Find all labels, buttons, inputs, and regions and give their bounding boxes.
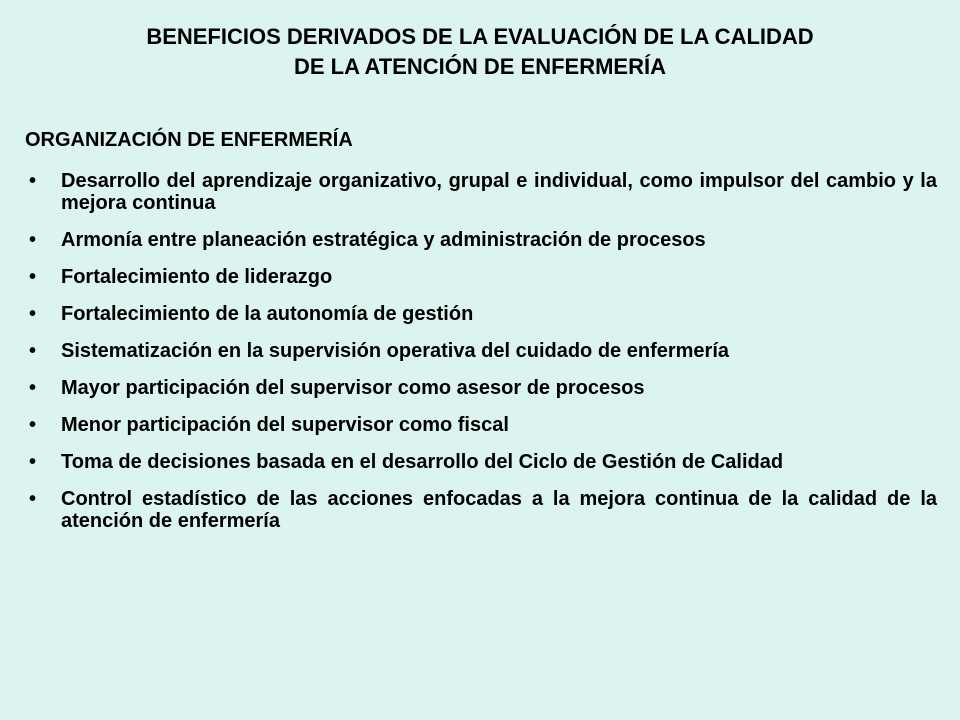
bullet-text: Fortalecimiento de liderazgo [61,266,333,288]
bullet-text: Sistematización en la supervisión operativa del cuidado de enfermería [61,340,729,362]
bullet-dot-icon: • [29,303,37,325]
bullet-item [25,340,937,362]
slide-title-line-1: BENEFICIOS DERIVADOS DE LA EVALUACIÓN DE LA CALIDAD [146,24,814,49]
bullet-item [25,451,937,473]
bullet-text: Armonía entre planeación estratégica y administración de procesos [61,229,706,251]
bullet-dot-icon: • [29,377,37,399]
bullet-dot-icon: • [29,488,37,510]
bullet-dot-icon: • [29,170,37,192]
bullet-item [25,303,937,325]
bullet-item [25,266,937,288]
bullet-dot-icon: • [29,414,37,436]
bullet-text: Menor participación del supervisor como fiscal [61,414,509,436]
bullet-text: Toma de decisiones basada en el desarrollo del Ciclo de Gestión de Calidad [61,451,784,473]
bullet-dot-icon: • [29,266,37,288]
bullet-item [25,414,937,436]
bullet-item [25,229,937,251]
bullet-text: Mayor participación del supervisor como asesor de procesos [61,377,645,399]
slide-title-line-2: DE LA ATENCIÓN DE ENFERMERÍA [294,54,666,79]
bullet-dot-icon: • [29,229,37,251]
bullet-list [25,170,937,547]
bullet-item [25,170,937,214]
bullet-dot-icon: • [29,451,37,473]
bullet-item [25,377,937,399]
bullet-text: Control estadístico de las acciones enfocadas a la mejora continua de la calidad de la atención de enfermería [61,488,937,532]
bullet-item [25,488,937,532]
bullet-dot-icon: • [29,340,37,362]
bullet-text: Desarrollo del aprendizaje organizativo, grupal e individual, como impulsor del cambio y la mejora continua [61,170,937,214]
bullet-text: Fortalecimiento de la autonomía de gestión [61,303,474,325]
section-heading: ORGANIZACIÓN DE ENFERMERÍA [25,129,353,151]
slide-title [40,22,920,82]
